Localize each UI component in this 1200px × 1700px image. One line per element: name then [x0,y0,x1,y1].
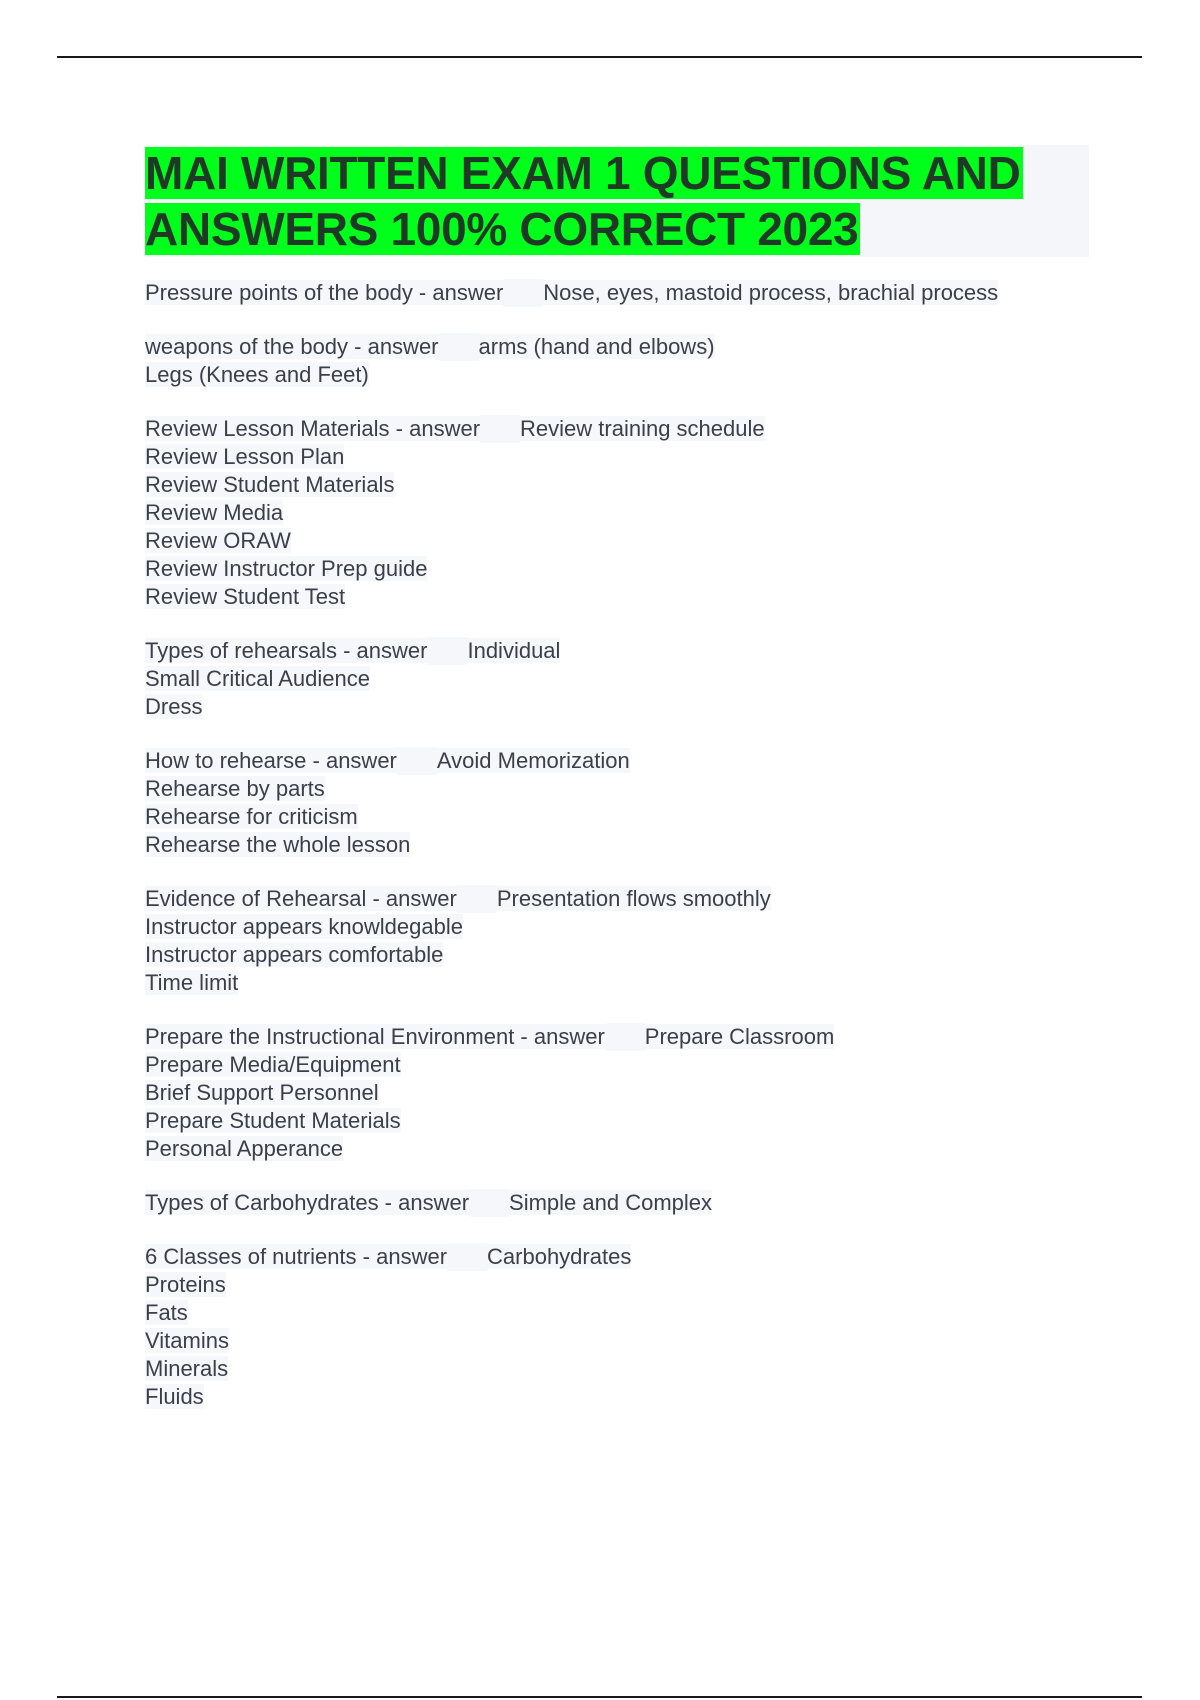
answer-separator [427,637,467,665]
question-text: weapons of the body - answer [145,334,439,359]
qa-first-line [145,747,1090,775]
qa-item [145,637,1090,721]
answer-line [145,1355,1090,1383]
answer-text: Brief Support Personnel [145,1080,379,1105]
answer-separator [397,747,437,775]
answer-line [145,1327,1090,1355]
answer-text: Rehearse for criticism [145,804,358,829]
answer-text: Simple and Complex [509,1190,713,1215]
answer-line [145,583,1090,611]
answer-text: Rehearse by parts [145,776,325,801]
qa-list [145,279,1090,1411]
question-text: Review Lesson Materials - answer [145,416,481,441]
answer-text: Instructor appears knowldegable [145,914,463,939]
qa-item [145,415,1090,611]
answer-text: Review Media [145,500,284,525]
answer-line [145,969,1090,997]
answer-text: Small Critical Audience [145,666,370,691]
answer-text: Review Student Materials [145,472,395,497]
answer-text: Review Student Test [145,584,346,609]
qa-first-line [145,637,1090,665]
answer-line [145,1383,1090,1411]
qa-first-line [145,333,1090,361]
answer-line [145,693,1090,721]
answer-text: Avoid Memorization [436,748,630,773]
qa-first-line [145,1189,1090,1217]
answer-text: Legs (Knees and Feet) [145,362,369,387]
answer-line [145,941,1090,969]
answer-text: Prepare Media/Equipment [145,1052,401,1077]
question-text: Types of rehearsals - answer [145,638,428,663]
answer-separator [480,415,520,443]
answer-text: Rehearse the whole lesson [145,832,411,857]
answer-separator [503,279,543,307]
answer-text: Review Instructor Prep guide [145,556,428,581]
answer-line [145,913,1090,941]
question-text: Types of Carbohydrates - answer [145,1190,470,1215]
question-text: How to rehearse - answer [145,748,397,773]
question-text: Pressure points of the body - answer [145,280,504,305]
document-title [145,145,1089,257]
answer-line [145,1051,1090,1079]
answer-text: Dress [145,694,203,719]
qa-item [145,747,1090,859]
question-text: Evidence of Rehearsal - answer [145,886,457,911]
qa-first-line [145,885,1090,913]
answer-text: Review ORAW [145,528,291,553]
answer-separator [457,885,497,913]
answer-text: Vitamins [145,1328,229,1353]
answer-separator [439,333,479,361]
qa-item [145,885,1090,997]
answer-line [145,361,1090,389]
qa-item [145,1243,1090,1411]
answer-text: Presentation flows smoothly [496,886,771,911]
answer-text: Review training schedule [520,416,765,441]
answer-text: Fluids [145,1384,204,1409]
answer-text: Time limit [145,970,239,995]
document-body [145,145,1090,1437]
answer-line [145,471,1090,499]
answer-text: Personal Apperance [145,1136,344,1161]
qa-first-line [145,279,1090,307]
answer-line [145,499,1090,527]
answer-line [145,1271,1090,1299]
answer-separator [447,1243,487,1271]
answer-text: Proteins [145,1272,226,1297]
answer-line [145,831,1090,859]
qa-item [145,1189,1090,1217]
title-block [145,145,1089,257]
answer-text: Minerals [145,1356,229,1381]
question-text: 6 Classes of nutrients - answer [145,1244,448,1269]
answer-text: Prepare Student Materials [145,1108,401,1133]
answer-line [145,555,1090,583]
answer-text: Fats [145,1300,188,1325]
qa-item [145,1023,1090,1163]
qa-first-line [145,1023,1090,1051]
answer-line [145,527,1090,555]
answer-text: Review Lesson Plan [145,444,345,469]
answer-text: Individual [467,638,561,663]
answer-line [145,1135,1090,1163]
answer-line [145,665,1090,693]
question-text: Prepare the Instructional Environment - answer [145,1024,605,1049]
answer-text: Prepare Classroom [644,1024,835,1049]
top-rule [57,56,1142,58]
qa-first-line [145,415,1090,443]
answer-line [145,1107,1090,1135]
answer-line [145,1299,1090,1327]
answer-line [145,443,1090,471]
qa-item [145,333,1090,389]
title-line-1: MAI WRITTEN EXAM 1 QUESTIONS AND [145,147,1021,199]
answer-separator [605,1023,645,1051]
qa-first-line [145,1243,1090,1271]
answer-line [145,803,1090,831]
answer-text: Carbohydrates [487,1244,632,1269]
answer-separator [469,1189,509,1217]
answer-text: Instructor appears comfortable [145,942,444,967]
title-line-2: ANSWERS 100% CORRECT 2023 [145,203,859,255]
bottom-rule [57,1696,1142,1698]
answer-text: Nose, eyes, mastoid process, brachial process [543,280,999,305]
qa-item [145,279,1090,307]
answer-line [145,1079,1090,1107]
answer-text: arms (hand and elbows) [478,334,715,359]
answer-line [145,775,1090,803]
